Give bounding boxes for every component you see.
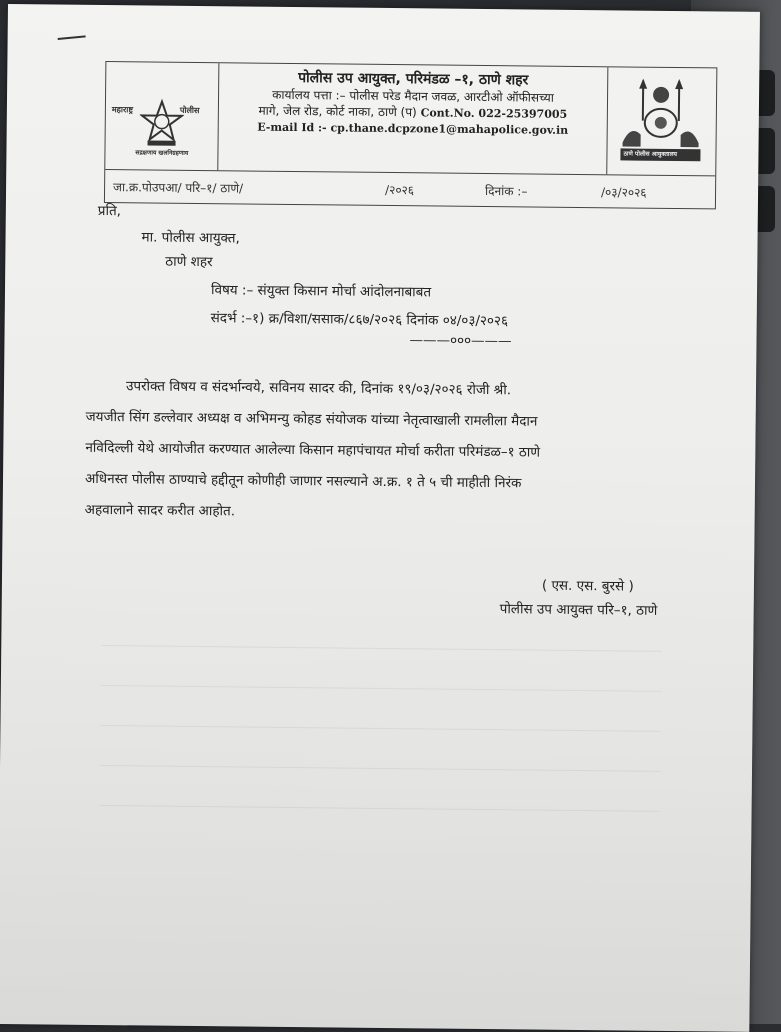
show-through-line <box>100 805 660 812</box>
contact-number: Cont.No. 022-25397005 <box>421 106 568 121</box>
address-text: मागे, जेल रोड, कोर्ट नाका, ठाणे (प) <box>258 104 416 120</box>
document-page <box>0 4 760 1032</box>
body-line: अहवालाने सादर करीत आहोत. <box>85 495 735 533</box>
separator-line: ———०००——— <box>409 330 511 349</box>
email-address: E-mail Id :- cp.thane.dcpzone1@mahapolice.gov.in <box>219 119 607 139</box>
date-value: /०३/२०२६ <box>601 183 647 200</box>
emblem-text-right: पोलीस <box>180 105 200 116</box>
body-line: उपरोक्त विषय व संदर्भान्वये, सविनय सादर की, दिनांक १९/०३/२०२६ रोजी श्री. <box>86 371 736 409</box>
show-through-line <box>101 645 661 652</box>
left-emblem-cell <box>105 62 219 170</box>
date-label: दिनांक :– <box>485 182 528 199</box>
outward-year: /२०२६ <box>385 181 414 198</box>
emblem-motto: सद्रक्षणाय खलनिग्रहणाय <box>135 148 188 157</box>
signatory-name: ( एस. एस. बुरसे ) <box>542 576 634 595</box>
reference-row <box>105 170 715 207</box>
show-through-line <box>100 725 660 732</box>
body-line: अधिनस्त पोलीस ठाण्याचे हद्दीतून कोणीही जाणार नसल्याने अ.क्र. १ ते ५ ची माहीती निरंक <box>85 464 735 502</box>
office-details <box>218 65 607 174</box>
letterhead <box>104 61 717 209</box>
body-line: नविदिल्ली येथे आयोजीत करण्यात आलेल्या किसान महापंचायत मोर्चा करीता परिमंडळ–१ ठाणे <box>85 433 735 471</box>
letterhead-top <box>105 62 716 176</box>
subject-line: विषय :– संयुक्त किसान मोर्चा आंदोलनाबाबत <box>211 280 431 300</box>
pen-mark <box>58 35 86 40</box>
letter-body <box>85 371 737 533</box>
to-label: प्रति, <box>98 201 121 219</box>
office-name: पोलीस उप आयुक्त, परिमंडळ –१, ठाणे शहर <box>219 67 607 90</box>
police-star-emblem-icon <box>140 98 185 146</box>
show-through-line <box>101 685 661 692</box>
recipient-city: ठाणे शहर <box>165 252 212 270</box>
emblem-text-left: महाराष्ट्र <box>112 104 133 115</box>
reference-line: संदर्भ :–१) क्र/विशा/ससाक/८६७/२०२६ दिनांक ०४/०३/२०२६ <box>211 308 508 329</box>
show-through-line <box>100 765 660 772</box>
address-line-1: कार्यालय पत्ता :– पोलीस परेड मैदान जवळ, आरटीओ ऑफीसच्या <box>219 86 607 106</box>
crest-ribbon-text: ठाणे पोलीस आयुक्तालय <box>623 149 677 158</box>
recipient-designation: मा. पोलीस आयुक्त, <box>141 227 239 246</box>
signatory-title: पोलीस उप आयुक्त परि–१, ठाणे <box>500 599 658 619</box>
outward-number: जा.क्र.पोउपआ/ परि–१/ ठाणे/ <box>113 178 243 196</box>
right-emblem-cell <box>606 67 716 175</box>
body-line: जयजीत सिंग डल्लेवार अध्यक्ष व अभिमन्यु कोहड संयोजक यांच्या नेतृत्वाखाली रामलीला मैदान <box>86 402 736 440</box>
